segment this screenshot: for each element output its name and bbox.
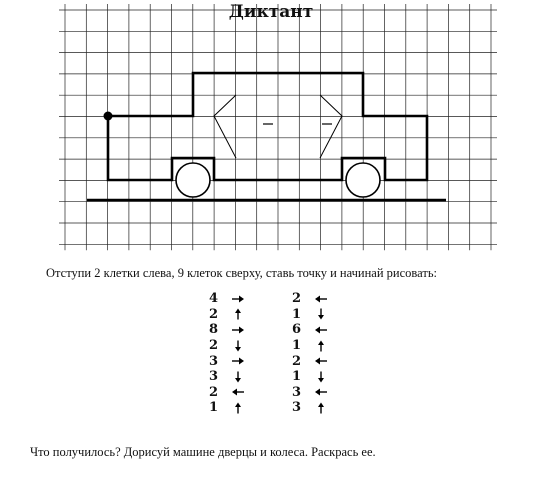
arrow-left-icon: [314, 386, 328, 398]
steps-column-right: [292, 291, 328, 416]
step-row: [209, 369, 245, 385]
arrow-left-icon: [231, 386, 245, 398]
step-count: 3: [209, 369, 219, 385]
step-row: [292, 400, 328, 416]
step-row: [209, 338, 245, 354]
front-wheel: [176, 163, 210, 197]
step-row: [209, 322, 245, 338]
step-row: [292, 369, 328, 385]
arrow-down-icon: [314, 371, 328, 383]
arrow-up-icon: [231, 402, 245, 414]
step-count: 6: [292, 322, 302, 338]
step-row: [209, 353, 245, 369]
page-title: Диктант: [228, 2, 314, 22]
step-count: 2: [209, 306, 219, 322]
step-count: 1: [292, 306, 302, 322]
step-count: 4: [209, 291, 219, 307]
car-drawing: [87, 73, 446, 200]
step-row: [292, 353, 328, 369]
step-row: [292, 338, 328, 354]
step-count: 1: [209, 400, 219, 416]
steps-column-left: [209, 291, 245, 416]
instruction-text: Отступи 2 клетки слева, 9 клеток сверху, ставь точку и начинай рисовать:: [46, 266, 438, 280]
arrow-right-icon: [231, 324, 245, 336]
arrow-up-icon: [314, 340, 328, 352]
step-count: 2: [209, 338, 219, 354]
graph-paper-grid: [59, 4, 497, 250]
step-count: 2: [292, 291, 302, 307]
arrow-up-icon: [231, 308, 245, 320]
start-dot: [104, 112, 113, 121]
arrow-down-icon: [231, 371, 245, 383]
arrow-up-icon: [314, 402, 328, 414]
step-count: 3: [292, 400, 302, 416]
question-text: Что получилось? Дорисуй машине дверцы и колеса. Раскрась ее.: [30, 445, 376, 459]
arrow-left-icon: [314, 355, 328, 367]
step-count: 3: [292, 384, 302, 400]
rear-wheel: [346, 163, 380, 197]
step-count: 1: [292, 338, 302, 354]
arrow-down-icon: [231, 340, 245, 352]
step-count: 8: [209, 322, 219, 338]
arrow-left-icon: [314, 293, 328, 305]
step-count: 1: [292, 369, 302, 385]
step-count: 3: [209, 353, 219, 369]
right-window: [320, 95, 342, 158]
arrow-right-icon: [231, 293, 245, 305]
arrow-right-icon: [231, 355, 245, 367]
step-row: [209, 400, 245, 416]
step-count: 2: [209, 384, 219, 400]
arrow-left-icon: [314, 324, 328, 336]
step-row: [292, 307, 328, 323]
step-row: [292, 385, 328, 401]
step-row: [292, 291, 328, 307]
step-row: [209, 385, 245, 401]
step-count: 2: [292, 353, 302, 369]
car-outline: [108, 73, 427, 180]
left-window: [214, 95, 236, 158]
step-row: [292, 322, 328, 338]
step-row: [209, 291, 245, 307]
step-row: [209, 307, 245, 323]
arrow-down-icon: [314, 308, 328, 320]
